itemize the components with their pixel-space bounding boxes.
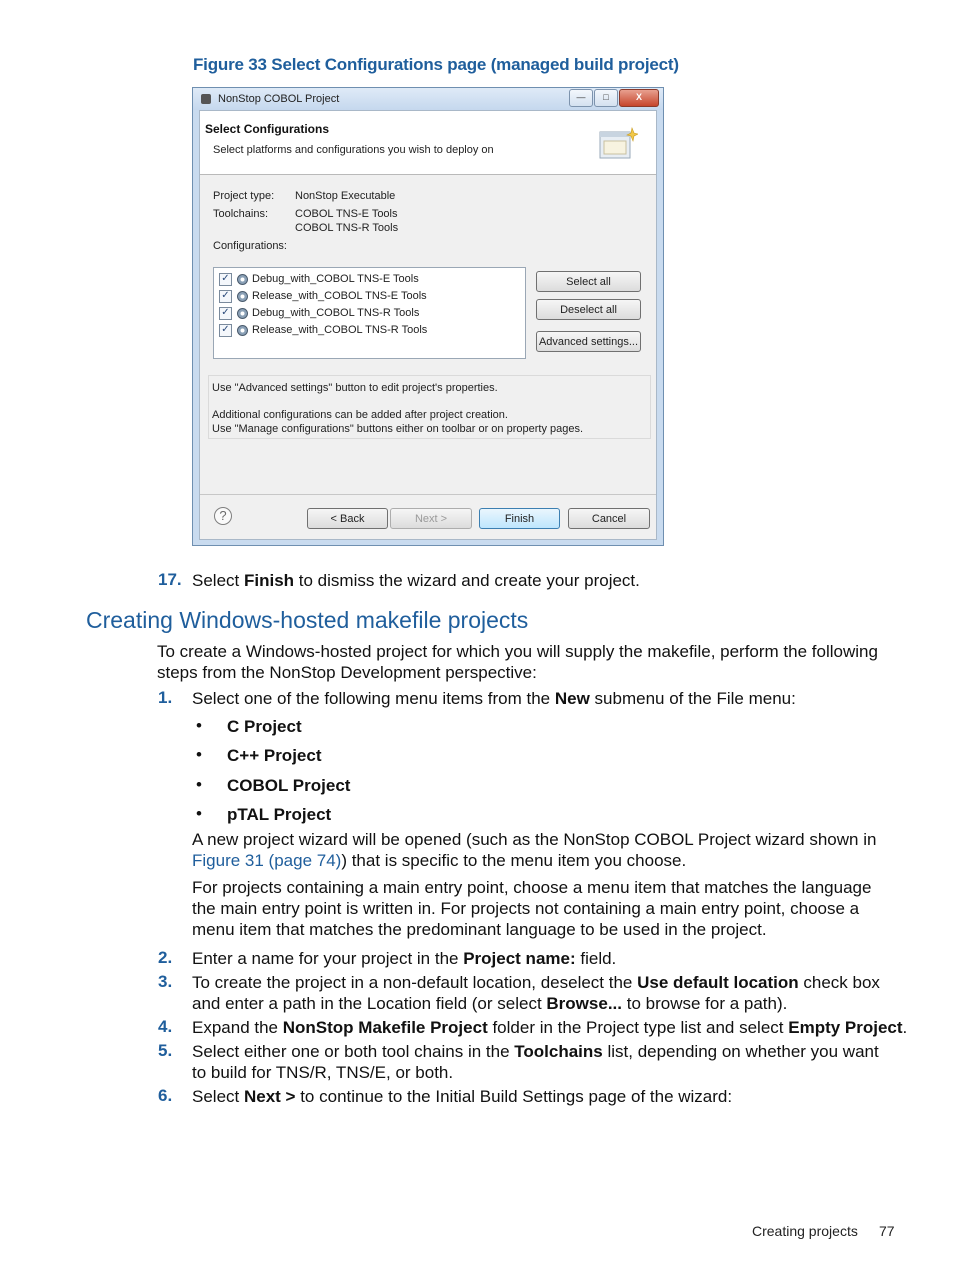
step-text: Select one of the following menu items from the New submenu of the File menu: <box>192 689 796 708</box>
dialog-titlebar <box>193 88 663 110</box>
finish-button[interactable]: Finish <box>479 508 560 529</box>
paragraph-line: the main entry point is written in. For projects not containing a main entry point, choose a <box>192 899 860 918</box>
back-button[interactable]: < Back <box>307 508 388 529</box>
select-all-button[interactable]: Select all <box>536 271 641 292</box>
section-title: Creating Windows-hosted makefile projects <box>86 607 529 633</box>
cancel-button[interactable]: Cancel <box>568 508 650 529</box>
config-item[interactable] <box>219 305 419 321</box>
hint-text: Use "Advanced settings" button to edit project's properties. <box>212 382 498 394</box>
bullet-icon: • <box>196 804 202 823</box>
wizard-page-title: Select Configurations <box>205 122 330 136</box>
minimize-icon[interactable]: — <box>569 89 593 107</box>
step-number: 3. <box>158 972 173 991</box>
checkbox-checked-icon[interactable]: ✓ <box>219 307 232 320</box>
deselect-all-button[interactable]: Deselect all <box>536 299 641 320</box>
dialog-title: NonStop COBOL Project <box>218 93 340 105</box>
close-icon[interactable]: X <box>619 89 659 107</box>
step-number: 1. <box>158 688 173 707</box>
figure-link[interactable]: Figure 31 (page 74) <box>192 851 342 870</box>
app-icon <box>201 94 211 104</box>
paragraph-line: A new project wizard will be opened (such as the NonStop COBOL Project wizard shown in <box>192 830 877 849</box>
bullet-icon: • <box>196 775 202 794</box>
step-number: 4. <box>158 1017 173 1036</box>
advanced-settings-button[interactable]: Advanced settings... <box>536 331 641 352</box>
hint-box <box>208 375 651 439</box>
toolchain-item: COBOL TNS-R Tools <box>295 222 399 234</box>
button-bar-separator <box>200 494 656 495</box>
wizard-page-description: Select platforms and configurations you wish to deploy on <box>213 144 494 156</box>
bullet-icon: • <box>196 745 202 764</box>
checkbox-checked-icon[interactable]: ✓ <box>219 290 232 303</box>
next-button[interactable]: Next > <box>390 508 472 529</box>
page-number: 77 <box>879 1223 895 1239</box>
bullet-item: C++ Project <box>227 746 322 765</box>
configuration-icon <box>237 308 248 319</box>
config-item[interactable] <box>219 271 419 287</box>
checkbox-checked-icon[interactable]: ✓ <box>219 273 232 286</box>
step-text: Enter a name for your project in the Project name: field. <box>192 949 617 968</box>
step-number: 17. <box>158 570 182 589</box>
footer-section: Creating projects <box>752 1223 858 1239</box>
step-text: to build for TNS/R, TNS/E, or both. <box>192 1063 454 1082</box>
toolchain-item: COBOL TNS-E Tools <box>295 208 398 220</box>
maximize-icon[interactable]: □ <box>594 89 618 107</box>
step-number: 6. <box>158 1086 173 1105</box>
config-item[interactable] <box>219 322 427 338</box>
hint-text: Additional configurations can be added after project creation. <box>212 409 508 421</box>
dialog-client-area <box>199 110 657 540</box>
step-number: 5. <box>158 1041 173 1060</box>
hint-text: Use "Manage configurations" buttons either on toolbar or on property pages. <box>212 423 584 435</box>
step-text: Select Finish to dismiss the wizard and create your project. <box>192 571 640 590</box>
project-type-value: NonStop Executable <box>295 190 396 202</box>
configurations-label: Configurations: <box>213 240 287 252</box>
config-item[interactable] <box>219 288 427 304</box>
help-icon[interactable]: ? <box>214 507 232 525</box>
configuration-icon <box>237 325 248 336</box>
bullet-item: C Project <box>227 717 302 736</box>
intro-line: To create a Windows-hosted project for which you will supply the makefile, perform the following <box>157 642 878 661</box>
paragraph-line: menu item that matches the predominant language to be used in the project. <box>192 920 767 939</box>
step-text: Select Next > to continue to the Initial Build Settings page of the wizard: <box>192 1087 733 1106</box>
step-text: Expand the NonStop Makefile Project folder in the Project type list and select Empty Project. <box>192 1018 908 1037</box>
configuration-icon <box>237 291 248 302</box>
step-text: and enter a path in the Location field (or select Browse... to browse for a path). <box>192 994 788 1013</box>
wizard-banner-icon <box>598 124 638 162</box>
config-label: Debug_with_COBOL TNS-R Tools <box>252 307 420 319</box>
dialog-screenshot <box>192 87 664 546</box>
bullet-icon: • <box>196 716 202 735</box>
intro-line: steps from the NonStop Development perspective: <box>157 663 537 682</box>
config-label: Release_with_COBOL TNS-E Tools <box>252 290 427 302</box>
step-text: To create the project in a non-default location, deselect the Use default location check box <box>192 973 880 992</box>
figure-caption: Figure 33 Select Configurations page (managed build project) <box>193 55 679 74</box>
bullet-item: COBOL Project <box>227 776 351 795</box>
project-type-label: Project type: <box>213 190 275 202</box>
step-text: Select either one or both tool chains in the Toolchains list, depending on whether you want <box>192 1042 879 1061</box>
window-controls <box>569 89 659 107</box>
paragraph-line: For projects containing a main entry point, choose a menu item that matches the language <box>192 878 872 897</box>
checkbox-checked-icon[interactable]: ✓ <box>219 324 232 337</box>
toolchains-label: Toolchains: <box>213 208 269 220</box>
wizard-header <box>200 111 656 175</box>
configurations-list[interactable] <box>213 267 526 359</box>
step-number: 2. <box>158 948 173 967</box>
bullet-item: pTAL Project <box>227 805 332 824</box>
config-label: Debug_with_COBOL TNS-E Tools <box>252 273 419 285</box>
config-label: Release_with_COBOL TNS-R Tools <box>252 324 428 336</box>
paragraph-line: Figure 31 (page 74)) that is specific to the menu item you choose. <box>192 851 687 870</box>
configuration-icon <box>237 274 248 285</box>
